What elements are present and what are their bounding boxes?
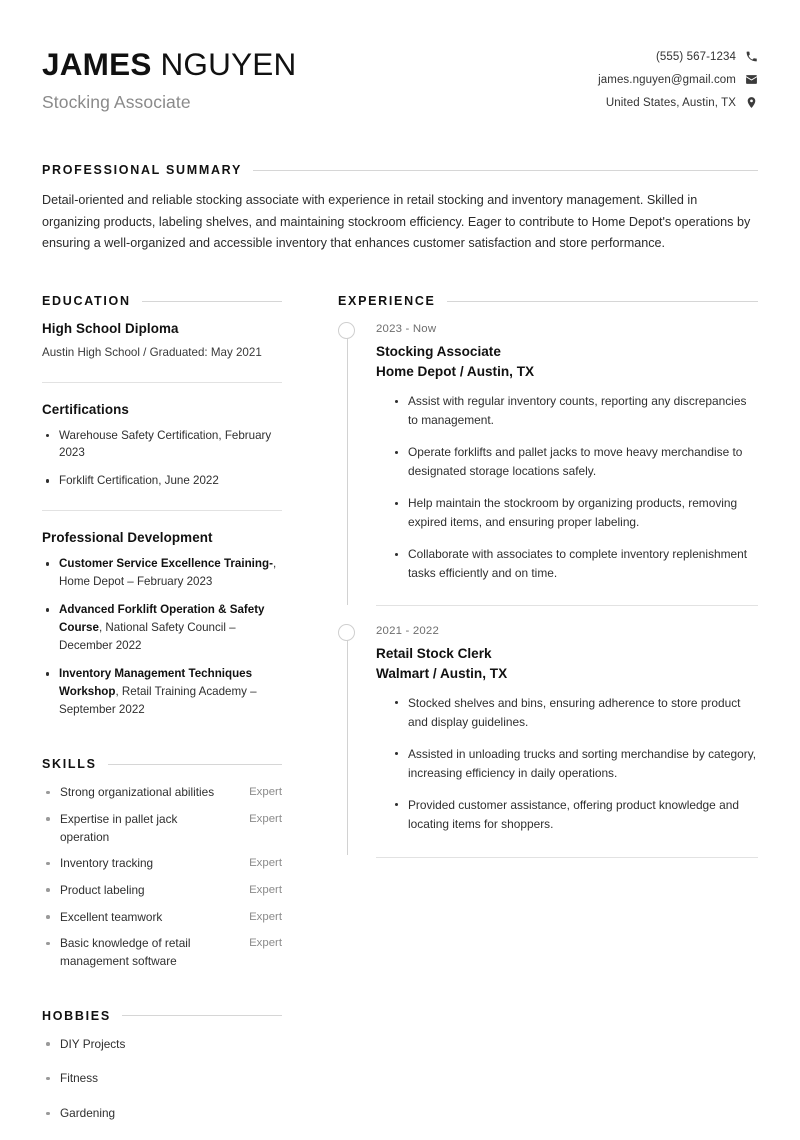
certifications-list [42,427,282,491]
contact-block [598,46,758,109]
skill-level: Expert [249,910,282,923]
last-name-text: NGUYEN [160,46,297,82]
list-item: Collaborate with associates to complete inventory replenishment tasks efficiently and on time. [393,545,758,583]
contact-phone-row[interactable] [656,50,758,63]
skill-name: Basic knowledge of retail management software [60,936,191,968]
professional-development-block [42,530,282,719]
education-section-header [42,294,282,308]
list-item [42,601,282,655]
list-item: Warehouse Safety Certification, February 2023 [42,427,282,463]
skill-name: Strong organizational abilities [60,785,215,800]
list-item: Help maintain the stockroom by organizing products, removing expired items, and ensuring proper labeling. [393,494,758,532]
skills-section [42,757,282,971]
timeline-spine [347,632,348,855]
divider [376,857,758,858]
experience-section-header [338,294,758,308]
item-bold: Advanced Forklift Operation & Safety Course [59,603,265,635]
right-column [338,294,758,858]
job-dates: 2023 - Now [376,323,437,336]
summary-section-header [42,163,758,177]
heading-rule [253,170,758,171]
job-company: Home Depot / Austin, TX [376,364,535,380]
skill-name: Expertise in pallet jack operation [60,811,178,844]
professional-development-title: Professional Development [42,530,213,546]
skill-name: Excellent teamwork [60,909,163,924]
heading-rule [108,764,282,765]
education-section [42,294,282,719]
divider [376,605,758,606]
list-item: DIY Projects [42,1036,282,1054]
skill-level: Expert [249,857,282,870]
list-item [42,665,282,719]
list-item [42,935,282,970]
location-pin-icon [745,96,758,109]
skill-level: Expert [249,812,282,825]
timeline-node-icon [338,322,355,339]
certifications-block [42,402,282,491]
skills-heading: SKILLS [42,757,97,772]
list-item: Stocked shelves and bins, ensuring adherence to store product and display guidelines. [393,694,758,732]
list-item: Provided customer assistance, offering product knowledge and locating items for shoppers. [393,796,758,834]
certifications-title: Certifications [42,401,129,417]
summary-text: Detail-oriented and reliable stocking associate with experience in retail stocking and inventory management. Skilled in organizing products, labeling shelves, and maintaining stockroom efficiency. Eager to contribute to Home Depot's operations by ensuring a well-organized and accessible inventory that enhances customer satisfaction and store performance. [42,193,751,251]
skill-level: Expert [249,883,282,896]
hobbies-section-header [42,1009,282,1023]
job-role: Stocking Associate [376,344,501,360]
timeline-node-icon [338,624,355,641]
item-rest: , Home Depot – February 2023 [59,557,277,589]
contact-email-text: james.nguyen@gmail.com [598,73,736,86]
hobbies-heading: HOBBIES [42,1008,111,1023]
job-duties-list [376,694,758,834]
list-item [42,909,282,927]
contact-location-row[interactable] [606,96,758,109]
item-rest: , Retail Training Academy – September 2022 [59,685,257,717]
job-dates: 2021 - 2022 [376,624,440,637]
header-job-title: Stocking Associate [42,92,191,113]
degree-title: High School Diploma [42,321,179,337]
list-item [42,882,282,900]
name-block [42,46,296,113]
divider [42,510,282,511]
contact-email-row[interactable] [598,73,758,86]
phone-icon [745,50,758,63]
skills-section-header [42,757,282,771]
education-entry [42,321,282,361]
page-title [42,46,296,83]
heading-rule [447,301,758,302]
experience-entry [338,623,758,851]
envelope-icon [745,73,758,86]
item-rest: , National Safety Council – December 2022 [59,621,236,653]
hobbies-section [42,1009,282,1123]
resume-header [42,38,758,113]
professional-development-list [42,555,282,719]
skill-name: Inventory tracking [60,856,154,871]
skills-list [42,784,282,971]
timeline-spine [347,330,348,604]
skill-level: Expert [249,937,282,950]
job-role: Retail Stock Clerk [376,645,492,661]
list-item: Gardening [42,1105,282,1123]
list-item [42,555,282,591]
experience-timeline [338,321,758,858]
resume-body [42,294,758,1140]
summary-heading: PROFESSIONAL SUMMARY [42,163,242,178]
divider [42,382,282,383]
list-item [42,855,282,873]
item-bold: Customer Service Excellence Training- [59,557,273,571]
left-column [42,294,282,1140]
experience-heading: EXPERIENCE [338,294,436,309]
experience-entry [338,321,758,600]
list-item: Operate forklifts and pallet jacks to move heavy merchandise to designated storage locations safely. [393,443,758,481]
list-item [42,784,282,802]
job-company: Walmart / Austin, TX [376,665,508,681]
contact-phone-text: (555) 567-1234 [655,50,736,63]
list-item: Assist with regular inventory counts, reporting any discrepancies to management. [393,392,758,430]
contact-location-text: United States, Austin, TX [605,96,736,109]
skill-name: Product labeling [60,882,145,897]
school-line: Austin High School / Graduated: May 2021 [42,346,262,360]
hobbies-list [42,1036,282,1123]
list-item: Forklift Certification, June 2022 [42,472,282,490]
list-item: Fitness [42,1070,282,1088]
list-item: Assisted in unloading trucks and sorting merchandise by category, increasing efficiency in daily operations. [393,745,758,783]
heading-rule [122,1015,282,1016]
first-name: JAMES [42,46,152,82]
heading-rule [142,301,282,302]
item-bold: Inventory Management Techniques Workshop [59,667,253,699]
professional-summary-section [42,163,758,255]
education-heading: EDUCATION [42,294,131,309]
job-duties-list [376,392,758,583]
list-item [42,811,282,846]
skill-level: Expert [249,786,282,799]
